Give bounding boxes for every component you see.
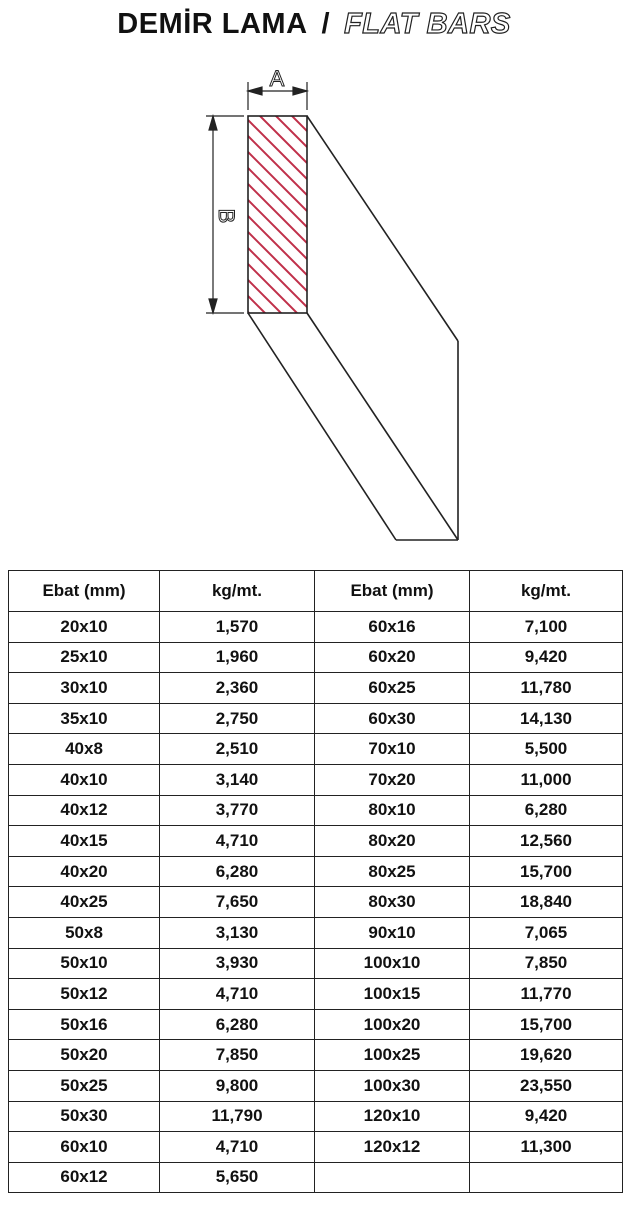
label-b: B	[214, 208, 239, 224]
table-cell: 35x10	[9, 703, 160, 734]
table-cell: 60x20	[315, 642, 470, 673]
table-row	[9, 1009, 623, 1040]
column-header: kg/mt.	[160, 571, 315, 612]
table-cell: 80x20	[315, 826, 470, 857]
table-cell: 50x8	[9, 917, 160, 948]
table-cell: 5,500	[470, 734, 623, 765]
flat-bar-diagram	[0, 58, 628, 548]
table-row	[9, 887, 623, 918]
title-turkish: DEMİR LAMA	[117, 8, 308, 40]
hatch-line	[248, 200, 307, 259]
table-cell: 60x25	[315, 673, 470, 704]
table-cell: 11,000	[470, 764, 623, 795]
table-cell: 60x16	[315, 612, 470, 643]
table-cell: 1,570	[160, 612, 315, 643]
table-cell: 4,710	[160, 979, 315, 1010]
table-cell: 50x12	[9, 979, 160, 1010]
table-cell: 80x30	[315, 887, 470, 918]
table-row	[9, 1132, 623, 1163]
table-cell: 3,140	[160, 764, 315, 795]
table-cell: 3,770	[160, 795, 315, 826]
hatch-line	[248, 152, 307, 211]
table-row	[9, 979, 623, 1010]
table-row	[9, 1162, 623, 1193]
table-cell: 80x10	[315, 795, 470, 826]
table-row	[9, 1040, 623, 1071]
table-cell: 40x25	[9, 887, 160, 918]
table-cell: 5,650	[160, 1162, 315, 1193]
hatch-line	[248, 88, 307, 147]
table-cell: 15,700	[470, 1009, 623, 1040]
table-cell: 120x12	[315, 1132, 470, 1163]
table-cell: 100x20	[315, 1009, 470, 1040]
table-cell: 40x8	[9, 734, 160, 765]
table-row	[9, 612, 623, 643]
table-cell: 11,780	[470, 673, 623, 704]
table-cell: 25x10	[9, 642, 160, 673]
column-header: kg/mt.	[470, 571, 623, 612]
table-cell: 12,560	[470, 826, 623, 857]
table-cell: 80x25	[315, 856, 470, 887]
table-cell: 6,280	[470, 795, 623, 826]
table-cell: 40x12	[9, 795, 160, 826]
table-cell: 9,420	[470, 1101, 623, 1132]
hatch-line	[248, 312, 307, 371]
table-cell: 7,850	[470, 948, 623, 979]
table-row	[9, 826, 623, 857]
table-row	[9, 1101, 623, 1132]
table-cell: 40x20	[9, 856, 160, 887]
table-cell: 19,620	[470, 1040, 623, 1071]
table-cell	[315, 1162, 470, 1193]
table-cell: 7,650	[160, 887, 315, 918]
table-header-row	[9, 571, 623, 612]
cross-section-hatch	[248, 58, 307, 419]
hatch-line	[248, 184, 307, 243]
hatch-line	[248, 216, 307, 275]
table-cell: 50x16	[9, 1009, 160, 1040]
table-cell: 2,510	[160, 734, 315, 765]
table-cell: 3,130	[160, 917, 315, 948]
table-cell: 50x30	[9, 1101, 160, 1132]
table-cell: 15,700	[470, 856, 623, 887]
table-cell: 11,300	[470, 1132, 623, 1163]
hatch-line	[248, 120, 307, 179]
hatch-line	[248, 248, 307, 307]
table-cell: 40x10	[9, 764, 160, 795]
table-cell: 70x20	[315, 764, 470, 795]
table-cell: 70x10	[315, 734, 470, 765]
table-cell: 7,850	[160, 1040, 315, 1071]
table-cell: 100x30	[315, 1070, 470, 1101]
table-cell: 1,960	[160, 642, 315, 673]
table-cell: 100x15	[315, 979, 470, 1010]
table-cell: 60x30	[315, 703, 470, 734]
table-cell: 4,710	[160, 1132, 315, 1163]
table-cell: 2,750	[160, 703, 315, 734]
table-cell: 6,280	[160, 856, 315, 887]
label-a: A	[269, 66, 285, 91]
table-cell: 40x15	[9, 826, 160, 857]
table-row	[9, 856, 623, 887]
table-cell: 9,800	[160, 1070, 315, 1101]
table-cell: 50x20	[9, 1040, 160, 1071]
column-header: Ebat (mm)	[315, 571, 470, 612]
table-cell: 2,360	[160, 673, 315, 704]
table-cell	[470, 1162, 623, 1193]
table-row	[9, 734, 623, 765]
table-cell: 3,930	[160, 948, 315, 979]
table-cell: 100x25	[315, 1040, 470, 1071]
table-cell: 11,790	[160, 1101, 315, 1132]
table-cell: 14,130	[470, 703, 623, 734]
table-cell: 7,100	[470, 612, 623, 643]
table-cell: 18,840	[470, 887, 623, 918]
column-header: Ebat (mm)	[9, 571, 160, 612]
table-row	[9, 642, 623, 673]
table-cell: 6,280	[160, 1009, 315, 1040]
table-cell: 120x10	[315, 1101, 470, 1132]
table-cell: 60x12	[9, 1162, 160, 1193]
table-cell: 11,770	[470, 979, 623, 1010]
table-row	[9, 764, 623, 795]
table-row	[9, 1070, 623, 1101]
table-cell: 7,065	[470, 917, 623, 948]
hatch-line	[248, 136, 307, 195]
page-title	[0, 8, 628, 41]
table-cell: 4,710	[160, 826, 315, 857]
hatch-line	[248, 232, 307, 291]
flat-bar-table	[8, 570, 623, 1193]
table-cell: 23,550	[470, 1070, 623, 1101]
title-separator: /	[321, 8, 331, 40]
bar-outline	[248, 116, 458, 540]
table-cell: 30x10	[9, 673, 160, 704]
hatch-line	[248, 264, 307, 323]
table-row	[9, 795, 623, 826]
table-cell: 90x10	[315, 917, 470, 948]
hatch-line	[248, 344, 307, 403]
table-row	[9, 917, 623, 948]
table-cell: 20x10	[9, 612, 160, 643]
table-cell: 100x10	[315, 948, 470, 979]
table-cell: 50x25	[9, 1070, 160, 1101]
table-row	[9, 703, 623, 734]
hatch-line	[248, 168, 307, 227]
hatch-line	[248, 280, 307, 339]
table-cell: 50x10	[9, 948, 160, 979]
table-row	[9, 673, 623, 704]
hatch-line	[248, 104, 307, 163]
table-cell: 60x10	[9, 1132, 160, 1163]
title-english: FLAT BARS	[344, 8, 511, 40]
table-cell: 9,420	[470, 642, 623, 673]
table-row	[9, 948, 623, 979]
